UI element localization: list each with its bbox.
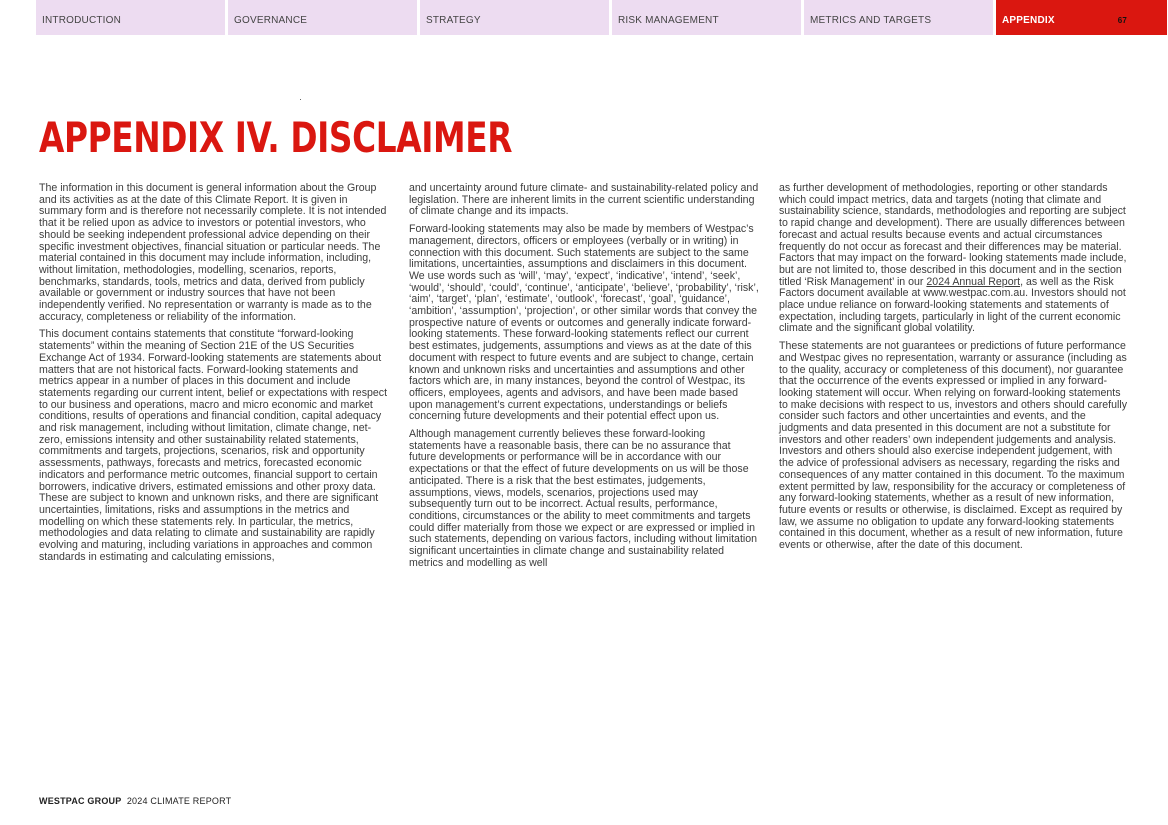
text-column-1 — [39, 183, 389, 570]
page-title: APPENDIX IV. DISCLAIMER — [39, 113, 513, 162]
footer-report-name: 2024 CLIMATE REPORT — [126, 796, 232, 806]
tab-strategy[interactable]: STRATEGY — [420, 0, 609, 35]
page-number: 67 — [1117, 16, 1127, 25]
tab-risk-management[interactable]: RISK MANAGEMENT — [612, 0, 801, 35]
text-column-3 — [779, 183, 1129, 558]
paragraph: and uncertainty around future climate- and sustainability-related policy and legislation. There are inherent limits in the current scientific understanding of climate change and its impacts. — [409, 182, 759, 218]
paragraph — [779, 183, 1129, 335]
tab-appendix[interactable] — [996, 0, 1167, 35]
paragraph-text: as further development of methodologies, reporting or other standards which could impact metrics, data and targets (noting that climate and sustainability science, standards, methodologies and reporting are subject to rapid change and development). There are usually differences between forecast and actual results because events and actual circumstances frequently do not occur as forecast and their differences may be material. Factors that may impact on the forward- looking statements made include, but are not limited to, those described in this document and in the section titled ‘Risk Management’ in our — [779, 182, 1127, 288]
tab-appendix-label: APPENDIX — [1002, 15, 1055, 26]
tab-metrics-and-targets[interactable]: METRICS AND TARGETS — [804, 0, 993, 35]
tab-introduction[interactable]: INTRODUCTION — [36, 0, 225, 35]
paragraph: This document contains statements that constitute “forward-looking statements” within the meaning of Section 21E of the US Securities Exchange Act of 1934. Forward-looking statements are statements about matters that are not historical facts. Forward-looking statements and metrics appear in a number of places in this document and include statements regarding our current intent, belief or expectations with respect to our business and operations, macro and micro economic and market conditions, results of operations and financial condition, capital adequacy and risk management, including without limitation, climate change, net-zero, emissions intensity and other sustainability related statements, commitments and targets, projections, scenarios, risk and opportunity assessments, pathways, forecasts and metrics, forecasted economic indicators and performance metric outcomes, financial support to certain borrowers, indicative drivers, estimated emissions and other proxy data. These are subject to known and unknown risks, and there are significant uncertainties, limitations, risks and assumptions in the metrics and modelling on which these statements rely. In particular, the metrics, methodologies and data relating to climate and sustainability are rapidly evolving and maturing, including variations in approaches and common standards in estimating and calculating emissions, — [39, 328, 388, 563]
tab-governance[interactable]: GOVERNANCE — [228, 0, 417, 35]
paragraph: Forward-looking statements may also be made by members of Westpac’s management, directors, officers or employees (verbally or in writing) in connection with this document. Such statements are subject to the same limitations, uncertainties, assumptions and disclaimers in this document. We use words such as ‘will’, ‘may’, ‘expect’, ‘indicative’, ‘intend’, ‘seek’, ‘would’, ‘should’, ‘could’, ‘continue’, ‘anticipate’, ‘believe’, ‘probability’, ‘risk’, ‘aim’, ‘target’, ‘plan’, ‘estimate’, ‘outlook’, ‘forecast’, ‘goal’, ‘guidance’, ‘ambition’, ‘assumption’, ‘projection’, or other similar words that convey the prospective nature of events or outcomes and generally indicate forward-looking statements. These forward-looking statements reflect our current best estimates, judgements, assumptions and views as at the date of this document with respect to future events and are subject to change, certain known and unknown risks and uncertainties and assumptions and other factors which are, in many instances, beyond the control of Westpac, its officers, employees, agents and advisors, and have been made based upon management’s current expectations, understandings or beliefs concerning future developments and their potential effect upon us. — [409, 223, 759, 423]
paragraph: These statements are not guarantees or predictions of future performance and Westpac gives no representation, warranty or assurance (including as to the quality, accuracy or completeness of this document), nor guarantee that the occurrence of the events expressed or implied in any forward-looking statement will occur. When relying on forward-looking statements to make decisions with respect to us, investors and others should carefully consider such factors and other uncertainties and events, and the judgments and data presented in this document are not a substitute for investors and other readers’ own independent judgements and analysis. Investors and others should also exercise independent judgement, with the advice of professional advisers as necessary, regarding the risks and consequences of any matter contained in this document. To the maximum extent permitted by law, responsibility for the accuracy or completeness of any forward-looking statements, whether as a result of new information, future events or results or otherwise, is disclaimed. Except as required by law, we assume no obligation to update any forward-looking statements contained in this document, whether as a result of new information, future events or otherwise, after the date of this document. — [779, 340, 1128, 552]
paragraph: The information in this document is general information about the Group and its activities as at the date of this Climate Report. It is given in summary form and is therefore not necessarily complete. It is not intended that it be relied upon as advice to investors or potential investors, who should be seeking independent professional advice depending on their specific investment objectives, financial situation or particular needs. The material contained in this document may include information, including, without limitation, methodologies, modelling, scenarios, reports, benchmarks, standards, tools, metrics and data, derived from publicly available or government or industry sources that have not been independently verified. No representation or warranty is made as to the accuracy, completeness or reliability of the information. — [39, 182, 387, 323]
paragraph-text: , as well as the Risk Factors document available at www.westpac.com.au. Investors should not place undue reliance on forward-looking statements and statements of expectation, including targets, particularly in light of the current economic climate and the significant global volatility. — [779, 275, 1126, 335]
text-column-2 — [409, 183, 759, 576]
annual-report-link[interactable]: 2024 Annual Report — [926, 275, 1021, 288]
decorative-dot — [300, 99, 301, 100]
paragraph: Although management currently believes these forward-looking statements have a reasonable basis, there can be no assurance that future developments or performance will be in accordance with our expectations or that the effect of future developments on us will be those anticipated. There is a risk that the best estimates, judgements, assumptions, views, models, scenarios, projections used may subsequently turn out to be incorrect. Actual results, performance, conditions, circumstances or the ability to meet commitments and targets could differ materially from those we expect or are expressed or implied in such statements, depending on various factors, including without limitation significant uncertainties in climate change and sustainability related metrics and modelling as well — [409, 428, 758, 569]
page-footer — [39, 796, 231, 806]
top-navigation — [36, 0, 1168, 35]
footer-brand: WESTPAC GROUP — [39, 796, 122, 806]
